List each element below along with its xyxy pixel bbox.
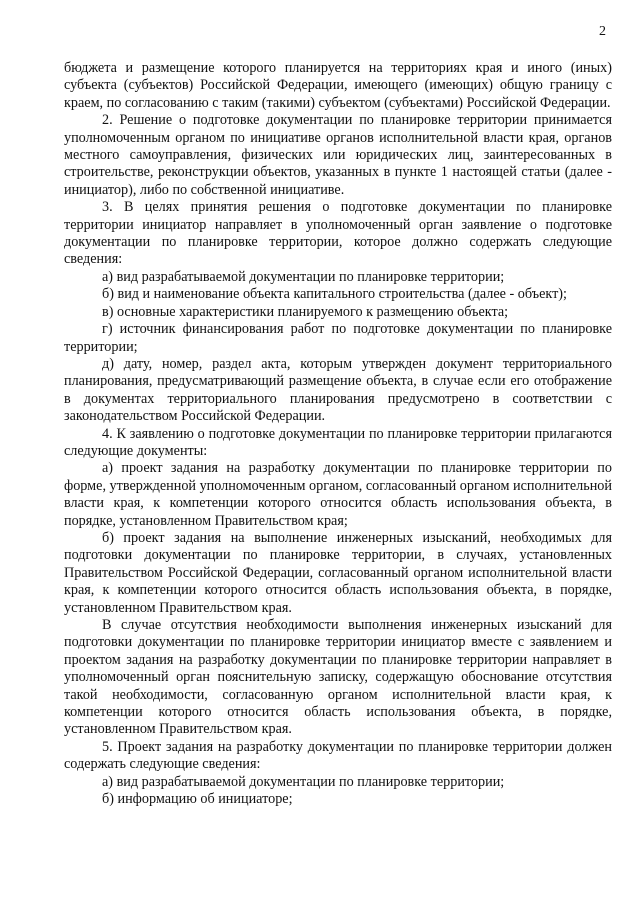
paragraph-item-2: 2. Решение о подготовке документации по планировке территории принимается уполномоченным органом по инициативе органов исполнительной власти края, органов местного самоуправления, физических или юридических лиц, заинтересованных в строительстве, реконструкции объектов, указанных в пункте 1 настоящей статьи (далее - инициатор), либо по собственной инициативе. [64, 112, 612, 198]
paragraph-3-g: г) источник финансирования работ по подготовке документации по планировке территории; [64, 321, 612, 355]
paragraph-3-b: б) вид и наименование объекта капитального строительства (далее - объект); [102, 286, 567, 303]
paragraph-item-5: 5. Проект задания на разработку документации по планировке территории должен содержать следующие сведения: [64, 738, 612, 773]
paragraph-3-v: в) основные характеристики планируемого к размещению объекта; [102, 303, 509, 320]
page-number: 2 [599, 24, 606, 39]
paragraph-continuation: бюджета и размещение которого планируется на территориях края и иного (иных) субъекта (субъектов) Российской Федерации, имеющего (имеющих) общую границу с краем, по согласованию с таким (такими) субъектом (субъектами) Российской Федерации. [64, 60, 612, 111]
paragraph-5-b: б) информацию об инициаторе; [102, 791, 293, 808]
paragraph-4-note: В случае отсутствия необходимости выполнения инженерных изысканий для подготовки документации по планировке территории инициатор вместе с заявлением и проектом задания на разработку документации по планировке территории направляет в уполномоченный орган пояснительную записку, содержащую обоснование отсутствия такой необходимости, согласованную органом исполнительной власти края, к компетенции которого относится область использования объекта, в порядке, установленном Правительством края. [64, 617, 612, 738]
paragraph-item-3: 3. В целях принятия решения о подготовке документации по планировке территории инициатор направляет в уполномоченный орган заявление о подготовке документации по планировке территории, которое должно содержать следующие сведения: [64, 199, 612, 268]
paragraph-4-b: б) проект задания на выполнение инженерных изысканий, необходимых для подготовки документации по планировке территории, в случаях, установленных Правительством Российской Федерации, согласованный органом исполнительной власти края, к компетенции которого относится область использования объекта, в порядке, установленном Правительством края. [64, 529, 612, 616]
document-body [64, 60, 612, 808]
paragraph-5-a: а) вид разрабатываемой документации по планировке территории; [102, 773, 505, 790]
paragraph-4-a: а) проект задания на разработку документации по планировке территории по форме, утвержденной уполномоченным органом, согласованный органом исполнительной власти края, к компетенции которого относится область использования объекта, в порядке, установленном Правительством края; [64, 460, 612, 529]
paragraph-item-4: 4. К заявлению о подготовке документации по планировке территории прилагаются следующие документы: [64, 425, 612, 459]
paragraph-3-a: а) вид разрабатываемой документации по планировке территории; [102, 268, 505, 285]
paragraph-3-d: д) дату, номер, раздел акта, которым утвержден документ территориального планирования, предусматривающий размещение объекта, в случае если его отображение в документах территориального планирования предусмотрено в соответствии с законодательством Российской Федерации. [64, 355, 612, 425]
